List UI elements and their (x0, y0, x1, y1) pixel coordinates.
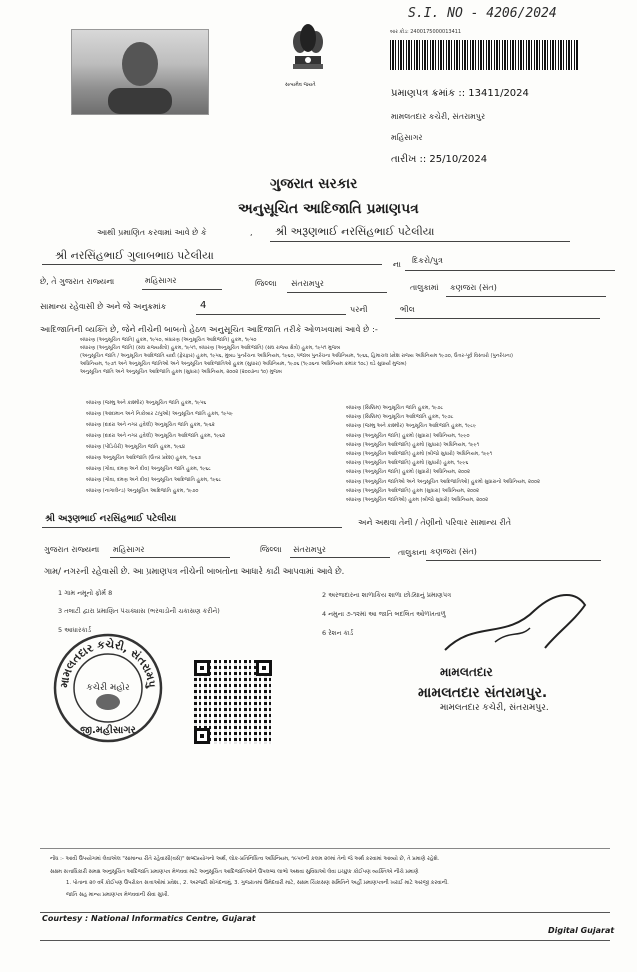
barcode-label: બાર કોડ: 2400175000013411 (390, 29, 462, 35)
certificate-title: અનુસૂચિત આદિજાતિ પ્રમાણપત્ર (238, 201, 419, 217)
note-2: સક્ષમ સત્તાધિકારી સમક્ષ અનુસૂચિત આદિજાતિ પ્રમાણપત્ર મેળવવા માટે અનુસૂચિત આદિજાતિઓને ઉપલબ્ધ લાભો અથવા સુવિધાઓ લેવા ઇચ્છુક કોઈપણ વ્યક્તિએ નીચે પ્રમાણે (50, 869, 419, 875)
father-name: શ્રી નરસિંહભાઈ ગુલાબભાઇ પટેલીયા (55, 249, 214, 262)
certificate-page: S.I. NO - 4206/2024 સત્યમેવ જયતે બાર કોડ: 2400175000013411 પ્રમાણપત્ર ક્રમાંક :: 13411/2024 મામલતદાર કચેરી, સંતરામપુર મહિસાગર તારીખ :: 25/10/2024 ગુજરાત સરકાર અનુસૂચિત આદિજાતિ પ્રમાણપત્ર આથી પ્રમાણિત કરવામાં આવે છે કે , શ્રી અરૂણભાઈ નરસિંહભાઈ પટેલીયા શ્રી નરસિંહભાઈ ગુલાબભાઇ પટેલીયા ના દિકરો/પુત્ર છે, તે ગુજરાત રાજ્યના મહિસાગર જિલ્લા સંતરામપુર તાલુકામાં કણજરા (સંત) સામાન્ય રહેવાસી છે અને જે અનુક્રમાંક 4 પરની ભીલ આદિજાતિની વ્યક્તિ છે, જેને નીચેની બાબતો હેઠળ અનુસૂચિત આદિજાતિ તરીકે ઓળખવામાં આવે છે :- બંધારણ (અનુસૂચિત જાતિ) હુકમ, ૧૯૫૦, બંધારણ (અનુસૂચિત આદિજાતિ) હુકમ, ૧૯૫૦ બંધારણ (અનુસૂચિત જાતિ) (સંઘ રાજ્યક્ષેત્રો) હુકમ, ૧૯૫૧, બંધારણ (અનુસૂચિત આદિજાતિ) (સંઘ રાજ્ય ક્ષેત્રો) હુકમ, ૧૯૫૧ મુજબ (અનુસૂચિત જાતિ / અનુસૂચિત આદિજાતિ યાદી (ફેરફાર) હુકમ, ૧૯૫૬, મુંબઇ પુનર્રચના અધિનિયમ, ૧૯૬૦, પંજાબ પુનર્રચના અધિનિયમ, ૧૯૬૬, હિમાચલ પ્રદેશ રાજ્ય અધિનિયમ ૧૯૭૦, ઉત્તર-પૂર્વ વિસ્તારો (પુનર્રચના) અધિનિયમ, ૧૯૭૧ અને અનુસૂચિત જાતિઓ અને અનુસૂચિત આદિજાતિઓ હુકમ (સુધારા) અધિનિયમ, ૧૯૭૬ (૧૯૭૬ના અધિનિયમ ક્રમાંક ૧૦૮) વડે સુધાર્યા મુજબ) અનુસૂચિત જાતિ અને અનુસૂચિત આદિજાતિ હુકમ (સુધારા) અધિનિયમ, ૨૦૦૨ (૨૦૦૩ના ૧૦) મુજબ બંધારણ (જમ્મુ અને કાશ્મીર) અનુસૂચિત જાતિ હુકમ, ૧૯૫૬ બંધારણ (આંદામાન અને નિકોબાર ટાપુઓ) અનુસૂચિત જાતિ હુકમ, ૧૯૫૯ બંધારણ (દાદરા અને નગર હવેલી) અનુસૂચિત જાતિ હુકમ, ૧૯૬૨ બંધારણ (દાદરા અને નગર હવેલી) અનુસૂચિત આદિજાતિ હુકમ, ૧૯૬૨ બંધારણ (પોંડિચેરી) અનુસૂચિત જાતિ હુકમ, ૧૯૬૪ બંધારણ અનુસૂચિત આદિજાતિ (ઉત્તર પ્રદેશ) હુકમ, ૧૯૬૭ બંધારણ (ગોવા, દમણ અને દીવ) અનુસૂચિત જાતિ હુકમ, ૧૯૬૮ બંધારણ (ગોવા, દમણ અને દીવ) અનુસૂચિત આદિજાતિ હુકમ, ૧૯૬૮ બંધારણ (નાગાલેન્ડ) અનુસૂચિત આદિજાતિ હુકમ, ૧૯૭૦ બંધારણ (સિક્કિમ) અનુસૂચિત જાતિ હુકમ, ૧૯૭૮ બંધારણ (સિક્કિમ) અનુસૂચિત આદિજાતિ હુકમ, ૧૯૭૮ બંધારણ (જમ્મુ અને કાશ્મીર) અનુસૂચિત આદિજાતિ હુકમ, ૧૯૮૯ બંધારણ (અનુસૂચિત જાતિ) હુકમો (સુધારા) અધિનિયમ, ૧૯૯૦ બંધારણ (અનુસૂચિત આદિજાતિ) હુકમો (સુધારા) અધિનિયમ, ૧૯૯૧ બંધારણ (અનુસૂચિત આદિજાતિ) હુકમો (બીજો સુધારો) અધિનિયમ, ૧૯૯૧ બંધારણ (અનુસૂચિત આદિજાતિ) હુકમો (સુધારો) હુકમ, ૧૯૯૬ બંધારણ (અનુસૂચિત જાતિ) હુકમો (સુધારો) અધિનિયમ, ૨૦૦૨ બંધારણ (અનુસૂચિત જાતિઓ અને અનુસૂચિત આદિજાતિઓ) હુકમો સુધારાનો અધિનિયમ, ૨૦૦૨ બંધારણ (અનુસૂચિત આદિજાતિ) હુકમ (સુધારા) અધિનિયમ, ૨૦૦૨ બંધારણ (અનુસૂચિત જાતિઓ) હુકમ (બીજો સુધારો) અધિનિયમ, ૨૦૦૨ શ્રી અરૂણભાઈ નરસિંહભાઈ પટેલીયા અને અથવા તેની / તેણીનો પરિવાર સામાન્ય રીતે ગુજરાત રાજ્યના મહિસાગર જિલ્લા સંતરામપુર તાલુકાના કણજરા (સંત) ગામ/ નગરની રહેવાસી છે. આ પ્રમાણપત્ર નીચેની બાબતોના આધારે કાઢી આપવામાં આવે છે. 1 ગામ નમૂનો ફોર્મ 8 2 અરજદારના શાળાકિય શાળા છોડ્યાનું પ્રમાણપત્ર 3 તલાટી દ્વારા પ્રમાણિત પંચક્યાસ (ભરવાડોની ચકાસણ કરીને) 4 નમુના ૭-૧૨માં આ જાતિ બદલિત ઓળખતાળું 5 આધારકાર્ડ 6 રેશન કાર્ડ મામલતદાર કચેરી, સંતરામપુ કચેરી મહોર જી.મહીસાગર મામલતદાર મામલતદાર સંતરામપુર. મામલતદાર કચેરી, સંતરામપુર. નોંધ :- આવી ઉપયોગમાં લેવાએલ "સામાન્ય રીતે રહેવાસી(વસે)" શબ્દપ્રયોગનો અર્થ, લોક-પ્રતિનિધિત્વ અધિનિયમ, ૧૯૫૦ની કલમ ૨૦માં તેનો જે અર્થ કરવામાં આવ્યો છે, તે પ્રમાણે રહેશે. સક્ષમ સત્તાધિકારી સમક્ષ અનુસૂચિત આદિજાતિ પ્રમાણપત્ર મેળવવા માટે અનુસૂચિત આદિજાતિઓને ઉપલબ્ધ લાભો અથવા સુવિધાઓ લેવા ઇચ્છુક કોઈપણ વ્યક્તિએ નીચે પ્રમાણે 1. પોતાના ૨૦ વર્ષ કોઈપણ ઉપરોક્ત સત્તાઓમાં પ્રવેશ., 2. અરજદી સોગંદનામું, 3. ગુજરાતમાં ઉમેદવારી માટે, સક્ષમ ચિકાસણ સમિતિને અહીં પ્રમાણપત્રની ખરાઈ માટે અરજી કરવાની. જાતિ સહ માન્ય પ્રમાણપત્ર મેળવવાની સેવા સુખી. Courtesy : National Informatics Centre, Gujarat Digital Gujarat (0, 0, 637, 972)
orders-top-list (80, 336, 513, 376)
issue-date: તારીખ :: 25/10/2024 (391, 154, 488, 165)
government-title: ગુજરાત સરકાર (270, 176, 358, 192)
holder-name: શ્રી અરૂણભાઈ નરસિંહભાઈ પટેલીયા (275, 225, 435, 238)
signatory-title: મામલતદાર સંતરામપુર. (418, 685, 548, 701)
jilla-label: જિલ્લા (255, 279, 277, 288)
tribe-label: પરની (350, 305, 368, 314)
note-1: નોંધ :- આવી ઉપયોગમાં લેવાએલ "સામાન્ય રીતે રહેવાસી(વસે)" શબ્દપ્રયોગનો અર્થ, લોક-પ્રતિનિધિત્વ અધિનિયમ, ૧૯૫૦ની કલમ ૨૦માં તેનો જે અર્થ કરવામાં આવ્યો છે, તે પ્રમાણે રહેશે. (50, 856, 440, 862)
res2-prefix: ગુજરાત રાજ્યના (44, 545, 100, 554)
seal-bottom-text: જી.મહીસાગર (80, 725, 136, 736)
certificate-number: પ્રમાણપત્ર ક્રમાંક :: 13411/2024 (391, 88, 529, 99)
basis-item: 6 રેશન કાર્ડ (322, 629, 354, 637)
order-item: (અનુસૂચિત જાતિ / અનુસૂચિત આદિજાતિ યાદી (ફેરફાર) હુકમ, ૧૯૫૬, મુંબઇ પુનર્રચના અધિનિયમ, ૧૯૬૦, પંજાબ પુનર્રચના અધિનિયમ, ૧૯૬૬, હિમાચલ પ્રદેશ રાજ્ય અધિનિયમ ૧૯૭૦, ઉત્તર-પૂર્વ વિસ્તારો (પુનર્રચના) (80, 353, 513, 359)
resident-prefix: છે, તે ગુજરાત રાજ્યના (40, 277, 115, 286)
taluka-label: તાલુકામાં (410, 283, 439, 292)
order-item: બંધારણ (ગોવા, દમણ અને દીવ) અનુસૂચિત આદિજાતિ હુકમ, ૧૯૬૮ (86, 477, 222, 483)
order-item: બંધારણ (અનુસૂચિત જાતિઓ અને અનુસૂચિત આદિજાતિઓ) હુકમો સુધારાનો અધિનિયમ, ૨૦૦૨ (346, 478, 540, 485)
seal-center-text: કચેરી મહોર (86, 683, 130, 693)
qr-code (194, 660, 272, 744)
basis-item: 1 ગામ નમૂનો ફોર્મ 8 (58, 589, 113, 597)
order-item: બંધારણ (અનુસૂચિત જાતિ) હુકમો (સુધારા) અધિનિયમ, ૧૯૯૦ (346, 432, 470, 439)
order-item: બંધારણ (આંદામાન અને નિકોબાર ટાપુઓ) અનુસૂચિત જાતિ હુકમ, ૧૯૫૯ (86, 411, 233, 417)
signatory-office: મામલતદાર કચેરી, સંતરામપુર. (440, 703, 549, 713)
order-item: અધિનિયમ, ૧૯૭૧ અને અનુસૂચિત જાતિઓ અને અનુસૂચિત આદિજાતિઓ હુકમ (સુધારા) અધિનિયમ, ૧૯૭૬ (૧૯૭૬ના અધિનિયમ ક્રમાંક ૧૦૮) વડે સુધાર્યા મુજબ) (80, 361, 407, 367)
holder-name-repeat: શ્રી અરૂણભાઈ નરસિંહભાઈ પટેલીયા (45, 514, 177, 524)
tribe-name: ભીલ (400, 305, 415, 314)
res2-jilla-label: જિલ્લા (260, 545, 282, 554)
order-item: બંધારણ (દાદરા અને નગર હવેલી) અનુસૂચિત જાતિ હુકમ, ૧૯૬૨ (86, 422, 215, 428)
seal-arc-text: મામલતદાર કચેરી, સંતરામપુ (57, 637, 159, 689)
res2-taluka-district: સંતરામપુર (293, 545, 326, 554)
relation: દિકરો/પુત્ર (412, 256, 443, 265)
order-item: બંધારણ (અનુસૂચિત આદિજાતિ) હુકમ (સુધારા) અધિનિયમ, ૨૦૦૨ (346, 487, 479, 494)
district-line: મહિસાગર (391, 133, 423, 142)
basis-item: 3 તલાટી દ્વારા પ્રમાણિત પંચક્યાસ (ભરવાડોની ચકાસણ કરીને) (58, 607, 220, 615)
national-emblem (283, 16, 333, 92)
basis-item: 5 આધારકાર્ડ (58, 626, 92, 634)
res2-taluka-label: તાલુકાના (398, 548, 427, 557)
order-item: બંધારણ (ગોવા, દમણ અને દીવ) અનુસૂચિત જાતિ હુકમ, ૧૯૬૮ (86, 466, 211, 472)
res2-district: મહિસાગર (113, 545, 145, 554)
order-item: બંધારણ (અનુસૂચિત જાતિ) હુકમો (સુધારો) અધિનિયમ, ૨૦૦૨ (346, 469, 470, 476)
order-item: બંધારણ (નાગાલેન્ડ) અનુસૂચિત આદિજાતિ હુકમ, ૧૯૭૦ (86, 488, 199, 494)
village: કણજરા (સંત) (450, 283, 497, 292)
office-line: મામલતદાર કચેરી, સંતરામપુર (391, 112, 486, 121)
order-item: બંધારણ અનુસૂચિત આદિજાતિ (ઉત્તર પ્રદેશ) હુકમ, ૧૯૬૭ (86, 455, 201, 461)
applicant-photo (71, 29, 209, 115)
family-suffix: અને અથવા તેની / તેણીનો પરિવાર સામાન્ય રીતે (358, 518, 512, 527)
orders-left-list (86, 398, 233, 497)
order-item: બંધારણ (અનુસૂચિત જાતિ) (સંઘ રાજ્યક્ષેત્રો) હુકમ, ૧૯૫૧, બંધારણ (અનુસૂચિત આદિજાતિ) (સંઘ રાજ્ય ક્ષેત્રો) હુકમ, ૧૯૫૧ મુજબ (80, 345, 341, 351)
note-4: જાતિ સહ માન્ય પ્રમાણપત્ર મેળવવાની સેવા સુખી. (66, 892, 170, 898)
signatory-designation: મામલતદાર (440, 665, 493, 679)
note-3: 1. પોતાના ૨૦ વર્ષ કોઈપણ ઉપરોક્ત સત્તાઓમાં પ્રવેશ., 2. અરજદી સોગંદનામું, 3. ગુજરાતમાં ઉમેદવારી માટે, સક્ષમ ચિકાસણ સમિતિને અહીં પ્રમાણપત્રની ખરાઈ માટે અરજી કરવાની. (66, 880, 449, 886)
order-item: બંધારણ (પોંડિચેરી) અનુસૂચિત જાતિ હુકમ, ૧૯૬૪ (86, 444, 186, 450)
order-item: બંધારણ (અનુસૂચિત આદિજાતિ) હુકમો (બીજો સુધારો) અધિનિયમ, ૧૯૯૧ (346, 451, 493, 458)
courtesy-footer: Courtesy : National Informatics Centre, Gujarat (42, 914, 256, 923)
order-item: બંધારણ (અનુસૂચિત જાતિઓ) હુકમ (બીજો સુધારો) અધિનિયમ, ૨૦૦૨ (346, 497, 489, 504)
handwritten-signature-icon (435, 580, 595, 660)
person-silhouette-icon (72, 30, 208, 114)
res2-village: કણજરા (સંત) (430, 547, 477, 556)
emblem-caption: સત્યમેવ જયતે (285, 82, 316, 88)
basis-item: 2 અરજદારના શાળાકિય શાળા છોડ્યાનું પ્રમાણપત્ર (322, 591, 452, 599)
entry-number: 4 (200, 300, 207, 311)
order-item: બંધારણ (અનુસૂચિત આદિજાતિ) હુકમો (સુધારા) અધિનિયમ, ૧૯૯૧ (346, 441, 480, 448)
issue-statement: ગામ/ નગરની રહેવાસી છે. આ પ્રમાણપત્ર નીચેની બાબતોના આધારે કાઢી આપવામાં આવે છે. (44, 566, 345, 576)
basis-item: 4 નમુના ૭-૧૨માં આ જાતિ બદલિત ઓળખતાળું (322, 610, 446, 618)
barcode (390, 40, 578, 70)
signature (435, 580, 595, 660)
svg-text:મામલતદાર કચેરી, સંતરામપુર (52, 632, 158, 689)
entry-prefix: સામાન્ય રહેવાસી છે અને જે અનુક્રમાંક (40, 302, 167, 311)
order-item: બંધારણ (અનુસૂચિત આદિજાતિ) હુકમો (સુધારો) હુકમ, ૧૯૯૬ (346, 460, 469, 467)
seal-icon (52, 632, 164, 744)
order-item: બંધારણ (સિક્કિમ) અનુસૂચિત જાતિ હુકમ, ૧૯૭૮ (346, 405, 444, 411)
order-item: બંધારણ (જમ્મુ અને કાશ્મીર) અનુસૂચિત જાતિ હુકમ, ૧૯૫૬ (86, 400, 207, 406)
order-item: બંધારણ (અનુસૂચિત જાતિ) હુકમ, ૧૯૫૦, બંધારણ (અનુસૂચિત આદિજાતિ) હુકમ, ૧૯૫૦ (80, 337, 257, 343)
ashoka-emblem-icon (283, 16, 333, 80)
seal-map-mark (96, 694, 120, 710)
resident-district: મહિસાગર (145, 276, 177, 285)
office-seal-stamp (52, 632, 164, 744)
certify-prefix: આથી પ્રમાણિત કરવામાં આવે છે કે (97, 228, 207, 237)
order-item: અનુસૂચિત જાતિ અને અનુસૂચિત આદિજાતિ હુકમ (સુધારા) અધિનિયમ, ૨૦૦૨ (૨૦૦૩ના ૧૦) મુજબ (80, 369, 282, 375)
digital-gujarat-footer: Digital Gujarat (548, 926, 615, 935)
order-item: બંધારણ (જમ્મુ અને કાશ્મીર) અનુસૂચિત આદિજાતિ હુકમ, ૧૯૮૯ (346, 423, 477, 430)
na-label: ના (393, 260, 401, 269)
handwritten-reference: S.I. NO - 4206/2024 (408, 6, 557, 21)
tribe-statement: આદિજાતિની વ્યક્તિ છે, જેને નીચેની બાબતો હેઠળ અનુસૂચિત આદિજાતિ તરીકે ઓળખવામાં આવે છે :- (40, 324, 378, 334)
resident-taluka-district: સંતરામપુર (291, 279, 324, 288)
order-item: બંધારણ (સિક્કિમ) અનુસૂચિત આદિજાતિ હુકમ, ૧૯૭૮ (346, 414, 454, 421)
orders-right-list (346, 404, 540, 505)
order-item: બંધારણ (દાદરા અને નગર હવેલી) અનુસૂચિત આદિજાતિ હુકમ, ૧૯૬૨ (86, 433, 226, 439)
